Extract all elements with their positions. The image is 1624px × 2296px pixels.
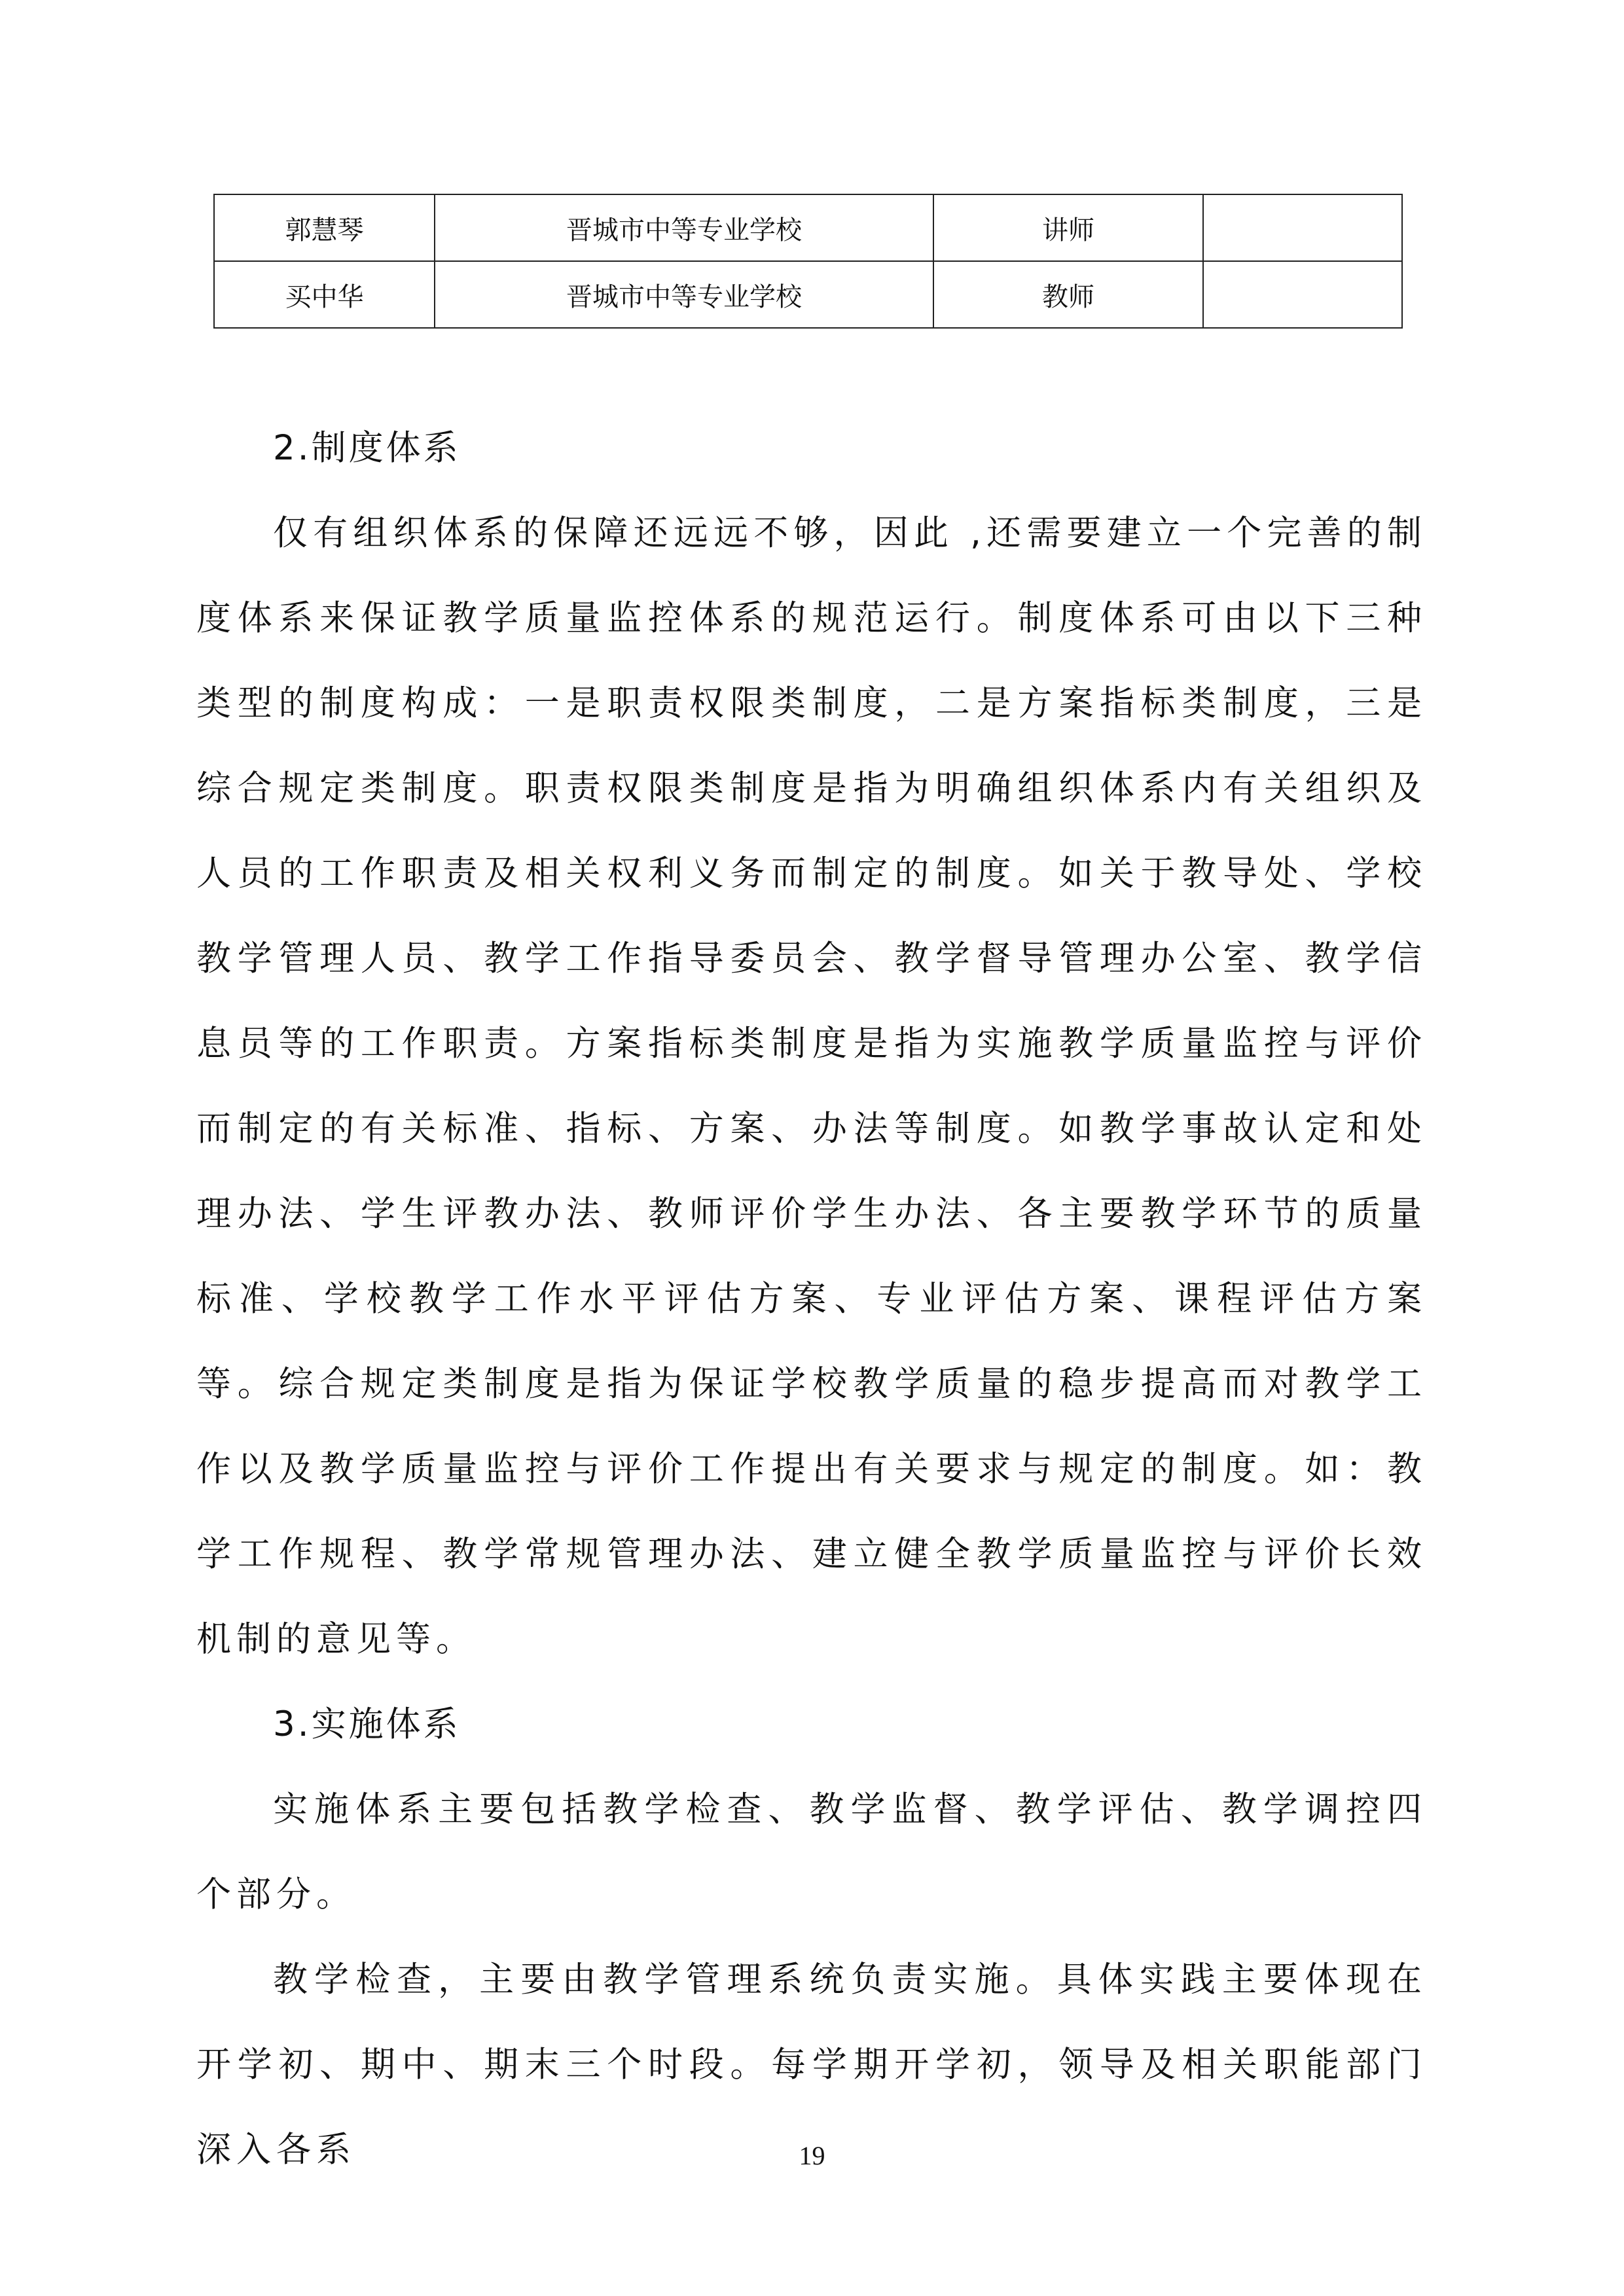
name-cell: 郭慧琴	[214, 194, 435, 261]
section-heading-implementation: 3.实施体系	[273, 1704, 461, 1744]
unit-cell: 晋城市中等专业学校	[435, 261, 933, 328]
note-cell	[1203, 194, 1402, 261]
section-heading-system: 2.制度体系	[273, 428, 461, 468]
paragraph: 实施体系主要包括教学检查、教学监督、教学评估、教学调控四个部分。	[196, 1789, 1427, 1914]
note-cell	[1203, 261, 1402, 328]
table-row	[214, 194, 1402, 261]
unit-cell: 晋城市中等专业学校	[435, 194, 933, 261]
body-text	[196, 406, 1427, 2193]
title-cell: 讲师	[933, 194, 1203, 261]
table-row	[214, 261, 1402, 328]
title-cell: 教师	[933, 261, 1203, 328]
page-number: 19	[799, 2141, 825, 2170]
name-cell: 买中华	[214, 261, 435, 328]
staff-table	[213, 194, 1403, 329]
paragraph: 仅有组织体系的保障还远远不够，因此 ,还需要建立一个完善的制度体系来保证教学质量监控体系的规范运行。制度体系可由以下三种类型的制度构成：一是职责权限类制度，二是方案指标类制度，三是综合规定类制度。职责权限类制度是指为明确组织体系内有关组织及人员的工作职责及相关权利义务而制定的制度。如关于教导处、学校教学管理人员、教学工作指导委员会、教学督导管理办公室、教学信息员等的工作职责。方案指标类制度是指为实施教学质量监控与评价而制定的有关标准、指标、方案、办法等制度。如教学事故认定和处理办法、学生评教办法、教师评价学生办法、各主要教学环节的质量标准、学校教学工作水平评估方案、专业评估方案、课程评估方案等。综合规定类制度是指为保证学校教学质量的稳步提高而对教学工作以及教学质量监控与评价工作提出有关要求与规定的制度。如：教学工作规程、教学常规管理办法、建立健全教学质量监控与评价长效机制的意见等。	[196, 513, 1427, 1659]
paragraph: 教学检查，主要由教学管理系统负责实施。具体实践主要体现在开学初、期中、期末三个时段。每学期开学初，领导及相关职能部门深入各系	[196, 1960, 1427, 2170]
